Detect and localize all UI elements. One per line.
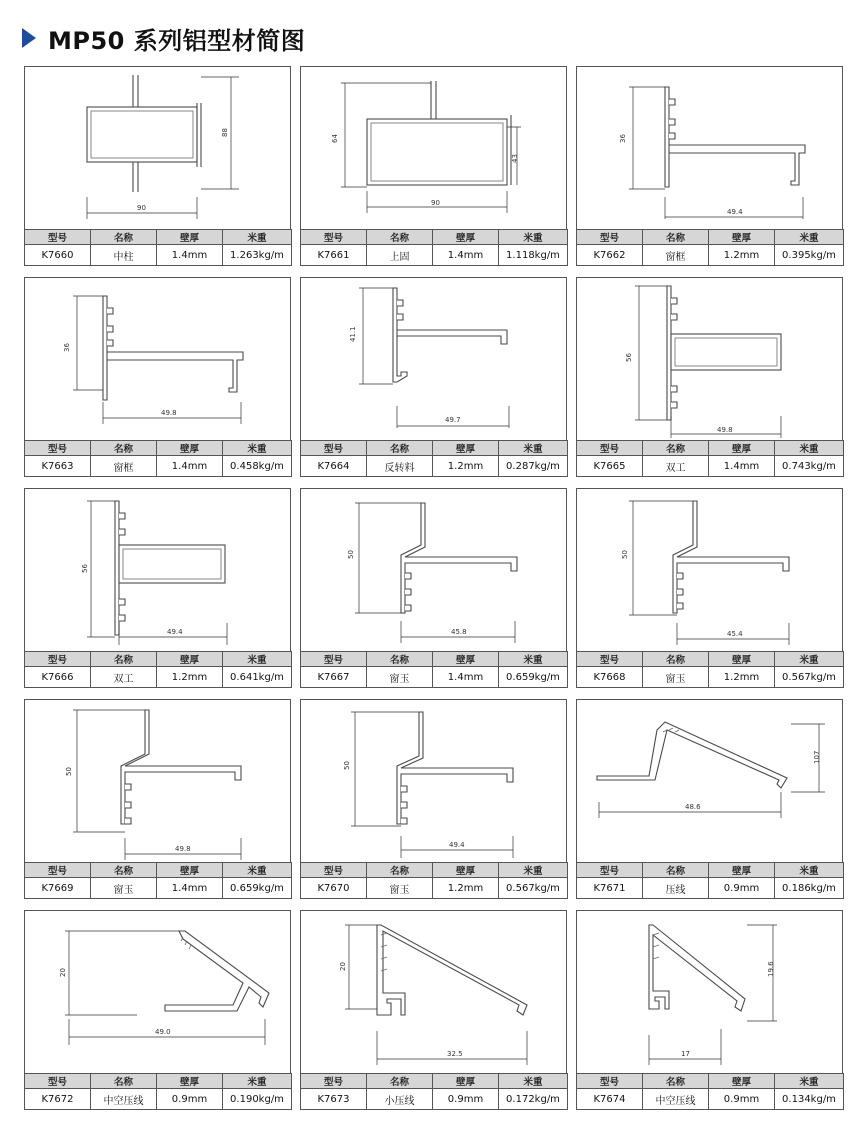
name-cell: 双工: [91, 667, 157, 688]
weight-cell: 0.134kg/m: [775, 1089, 844, 1110]
profile-card-k7671: [576, 699, 843, 900]
thickness-cell: 1.2mm: [709, 245, 775, 266]
model-cell: K7669: [25, 878, 91, 899]
profile-cross-section: [301, 700, 566, 862]
spec-table: [576, 1073, 844, 1110]
spec-header-weight: 米重: [223, 1074, 292, 1089]
spec-header-row: [577, 652, 844, 667]
spec-value-row: [577, 878, 844, 899]
model-cell: K7674: [577, 1089, 643, 1110]
spec-table: [576, 651, 844, 688]
spec-header-weight: 米重: [223, 230, 292, 245]
dimension-width: 49.4: [727, 208, 743, 216]
profile-card-k7662: [576, 66, 843, 267]
spec-table: [24, 229, 292, 266]
spec-header-model: 型号: [577, 863, 643, 878]
dimension-width: 45.4: [727, 630, 743, 638]
dimension-height: 64: [331, 134, 339, 143]
spec-header-name: 名称: [643, 863, 709, 878]
profile-card-k7673: [300, 910, 567, 1111]
spec-header-thickness: 壁厚: [157, 1074, 223, 1089]
spec-header-model: 型号: [25, 652, 91, 667]
thickness-cell: 0.9mm: [709, 1089, 775, 1110]
spec-table: [24, 1073, 292, 1110]
spec-header-name: 名称: [367, 230, 433, 245]
profile-drawing: [576, 699, 843, 863]
weight-cell: 0.186kg/m: [775, 878, 844, 899]
dimension-height: 36: [63, 343, 71, 352]
weight-cell: 0.190kg/m: [223, 1089, 292, 1110]
dimension-width: 48.6: [685, 803, 701, 811]
dimension-width: 49.4: [449, 841, 465, 849]
thickness-cell: 1.4mm: [157, 245, 223, 266]
spec-value-row: [301, 245, 568, 266]
spec-header-name: 名称: [367, 441, 433, 456]
weight-cell: 0.395kg/m: [775, 245, 844, 266]
profile-card-k7660: [24, 66, 291, 267]
weight-cell: 1.263kg/m: [223, 245, 292, 266]
spec-header-model: 型号: [25, 863, 91, 878]
profile-cross-section: [301, 278, 566, 440]
thickness-cell: 1.4mm: [157, 878, 223, 899]
spec-header-name: 名称: [643, 230, 709, 245]
profile-drawing: [24, 910, 291, 1074]
dimension-height: 50: [347, 550, 355, 559]
model-cell: K7670: [301, 878, 367, 899]
dimension-height: 50: [621, 550, 629, 559]
spec-header-weight: 米重: [775, 1074, 844, 1089]
spec-table: [300, 651, 568, 688]
dimension-width: 49.8: [175, 845, 191, 853]
spec-value-row: [301, 878, 568, 899]
spec-header-name: 名称: [643, 652, 709, 667]
profile-cross-section: [25, 489, 290, 651]
spec-header-name: 名称: [91, 863, 157, 878]
spec-header-row: [577, 230, 844, 245]
dimension-height: 56: [625, 353, 633, 362]
spec-header-model: 型号: [577, 230, 643, 245]
name-cell: 上固: [367, 245, 433, 266]
spec-header-weight: 米重: [223, 863, 292, 878]
profile-cross-section: [25, 67, 290, 229]
spec-table: [576, 440, 844, 477]
spec-header-weight: 米重: [499, 652, 568, 667]
weight-cell: 0.641kg/m: [223, 667, 292, 688]
spec-header-model: 型号: [577, 441, 643, 456]
spec-value-row: [25, 245, 292, 266]
profile-card-k7665: [576, 277, 843, 478]
thickness-cell: 1.4mm: [433, 245, 499, 266]
spec-value-row: [25, 878, 292, 899]
profile-cross-section: [301, 911, 566, 1073]
profile-card-k7663: [24, 277, 291, 478]
spec-value-row: [301, 456, 568, 477]
profile-card-k7674: [576, 910, 843, 1111]
spec-header-weight: 米重: [775, 652, 844, 667]
dimension-height: 36: [619, 134, 627, 143]
profile-drawing: [576, 488, 843, 652]
spec-value-row: [25, 1089, 292, 1110]
profile-card-k7668: [576, 488, 843, 689]
weight-cell: 0.172kg/m: [499, 1089, 568, 1110]
spec-header-name: 名称: [91, 1074, 157, 1089]
spec-value-row: [577, 1089, 844, 1110]
spec-header-row: [25, 230, 292, 245]
profile-drawing: [576, 66, 843, 230]
dimension-height: 41.1: [349, 326, 357, 342]
name-cell: 窗框: [643, 245, 709, 266]
spec-header-thickness: 壁厚: [709, 1074, 775, 1089]
spec-header-row: [25, 1074, 292, 1089]
spec-table: [300, 862, 568, 899]
spec-header-name: 名称: [643, 441, 709, 456]
thickness-cell: 0.9mm: [157, 1089, 223, 1110]
spec-header-weight: 米重: [499, 441, 568, 456]
model-cell: K7667: [301, 667, 367, 688]
spec-header-row: [301, 1074, 568, 1089]
spec-header-thickness: 壁厚: [709, 441, 775, 456]
dimension-width: 49.7: [445, 416, 461, 424]
thickness-cell: 0.9mm: [709, 878, 775, 899]
spec-header-thickness: 壁厚: [709, 230, 775, 245]
profile-cross-section: [577, 911, 842, 1073]
dimension-width: 90: [137, 204, 146, 212]
spec-header-model: 型号: [577, 652, 643, 667]
spec-table: [576, 862, 844, 899]
profile-drawing: [24, 488, 291, 652]
dimension-width: 49.8: [717, 426, 733, 434]
spec-header-row: [301, 863, 568, 878]
spec-header-model: 型号: [301, 441, 367, 456]
spec-header-weight: 米重: [223, 652, 292, 667]
thickness-cell: 1.4mm: [157, 456, 223, 477]
spec-header-model: 型号: [25, 230, 91, 245]
spec-header-model: 型号: [301, 652, 367, 667]
spec-header-model: 型号: [25, 441, 91, 456]
spec-header-name: 名称: [367, 863, 433, 878]
model-cell: K7661: [301, 245, 367, 266]
profile-cross-section: [25, 278, 290, 440]
spec-header-thickness: 壁厚: [157, 230, 223, 245]
model-cell: K7662: [577, 245, 643, 266]
spec-header-row: [25, 863, 292, 878]
profile-drawing: [24, 277, 291, 441]
profile-card-k7666: [24, 488, 291, 689]
dimension-width: 45.8: [451, 628, 467, 636]
spec-header-weight: 米重: [775, 230, 844, 245]
spec-header-row: [577, 441, 844, 456]
spec-header-thickness: 壁厚: [157, 863, 223, 878]
dimension-height: 56: [81, 564, 89, 573]
dimension-height: 20: [339, 962, 347, 971]
spec-header-thickness: 壁厚: [157, 441, 223, 456]
dimension-height: 20: [59, 968, 67, 977]
spec-value-row: [577, 245, 844, 266]
spec-header-model: 型号: [577, 1074, 643, 1089]
spec-header-row: [577, 1074, 844, 1089]
thickness-cell: 1.4mm: [709, 456, 775, 477]
spec-header-row: [25, 441, 292, 456]
model-cell: K7673: [301, 1089, 367, 1110]
spec-table: [576, 229, 844, 266]
spec-header-model: 型号: [301, 230, 367, 245]
spec-value-row: [25, 667, 292, 688]
profile-cross-section: [301, 489, 566, 651]
spec-header-model: 型号: [301, 1074, 367, 1089]
spec-value-row: [577, 456, 844, 477]
weight-cell: 0.287kg/m: [499, 456, 568, 477]
name-cell: 窗玉: [643, 667, 709, 688]
spec-header-weight: 米重: [775, 863, 844, 878]
spec-header-thickness: 壁厚: [433, 441, 499, 456]
spec-header-name: 名称: [91, 652, 157, 667]
name-cell: 窗玉: [367, 878, 433, 899]
spec-header-name: 名称: [367, 1074, 433, 1089]
weight-cell: 0.659kg/m: [223, 878, 292, 899]
thickness-cell: 1.2mm: [433, 878, 499, 899]
weight-cell: 0.567kg/m: [775, 667, 844, 688]
thickness-cell: 1.2mm: [433, 456, 499, 477]
weight-cell: 0.567kg/m: [499, 878, 568, 899]
weight-cell: 0.743kg/m: [775, 456, 844, 477]
dimension-height: 50: [343, 761, 351, 770]
spec-header-model: 型号: [301, 863, 367, 878]
model-cell: K7671: [577, 878, 643, 899]
weight-cell: 0.659kg/m: [499, 667, 568, 688]
thickness-cell: 0.9mm: [433, 1089, 499, 1110]
spec-header-model: 型号: [25, 1074, 91, 1089]
spec-header-thickness: 壁厚: [157, 652, 223, 667]
model-cell: K7666: [25, 667, 91, 688]
thickness-cell: 1.2mm: [709, 667, 775, 688]
profile-card-k7667: [300, 488, 567, 689]
name-cell: 窗玉: [91, 878, 157, 899]
profile-drawing: [24, 66, 291, 230]
page-title: MP50 系列铝型材简图: [48, 26, 306, 55]
profile-cross-section: [577, 67, 842, 229]
spec-header-weight: 米重: [499, 230, 568, 245]
model-cell: K7665: [577, 456, 643, 477]
spec-table: [24, 440, 292, 477]
spec-table: [300, 440, 568, 477]
model-cell: K7668: [577, 667, 643, 688]
weight-cell: 1.118kg/m: [499, 245, 568, 266]
name-cell: 窗玉: [367, 667, 433, 688]
profile-drawing: [300, 488, 567, 652]
name-cell: 中柱: [91, 245, 157, 266]
spec-table: [300, 1073, 568, 1110]
dimension-width: 49.4: [167, 628, 183, 636]
spec-header-weight: 米重: [499, 1074, 568, 1089]
spec-header-thickness: 壁厚: [433, 863, 499, 878]
profile-cross-section: [25, 911, 290, 1073]
spec-value-row: [301, 667, 568, 688]
name-cell: 小压线: [367, 1089, 433, 1110]
spec-header-name: 名称: [91, 230, 157, 245]
spec-header-row: [301, 652, 568, 667]
name-cell: 双工: [643, 456, 709, 477]
profile-cross-section: [25, 700, 290, 862]
spec-value-row: [301, 1089, 568, 1110]
spec-header-thickness: 壁厚: [433, 1074, 499, 1089]
spec-header-thickness: 壁厚: [433, 230, 499, 245]
dimension-width: 17: [681, 1050, 690, 1058]
name-cell: 中空压线: [91, 1089, 157, 1110]
name-cell: 中空压线: [643, 1089, 709, 1110]
model-cell: K7663: [25, 456, 91, 477]
dimension-height: 88: [221, 128, 229, 137]
profile-card-k7672: [24, 910, 291, 1111]
profile-cross-section: [577, 489, 842, 651]
profile-cross-section: [577, 700, 842, 862]
dimension-height: 50: [65, 767, 73, 776]
thickness-cell: 1.4mm: [433, 667, 499, 688]
profile-drawing: [24, 699, 291, 863]
page-header: [22, 18, 305, 58]
model-cell: K7672: [25, 1089, 91, 1110]
spec-header-thickness: 壁厚: [709, 863, 775, 878]
dimension-width: 90: [431, 199, 440, 207]
spec-header-row: [301, 230, 568, 245]
spec-table: [300, 229, 568, 266]
profile-drawing: [576, 910, 843, 1074]
profile-cross-section: [301, 67, 566, 229]
model-cell: K7664: [301, 456, 367, 477]
profile-card-k7661: [300, 66, 567, 267]
spec-header-name: 名称: [367, 652, 433, 667]
weight-cell: 0.458kg/m: [223, 456, 292, 477]
profile-drawing: [300, 910, 567, 1074]
spec-header-name: 名称: [91, 441, 157, 456]
dimension-width: 49.0: [155, 1028, 171, 1036]
name-cell: 压线: [643, 878, 709, 899]
spec-value-row: [25, 456, 292, 477]
model-cell: K7660: [25, 245, 91, 266]
profile-cross-section: [577, 278, 842, 440]
dimension-height: 43: [511, 154, 519, 163]
profile-drawing: [576, 277, 843, 441]
dimension-width: 32.5: [447, 1050, 463, 1058]
profile-card-k7664: [300, 277, 567, 478]
name-cell: 反转料: [367, 456, 433, 477]
spec-header-thickness: 壁厚: [433, 652, 499, 667]
spec-header-row: [25, 652, 292, 667]
profile-drawing: [300, 66, 567, 230]
spec-header-weight: 米重: [223, 441, 292, 456]
dimension-width: 49.8: [161, 409, 177, 417]
spec-header-thickness: 壁厚: [709, 652, 775, 667]
profile-card-k7670: [300, 699, 567, 900]
name-cell: 窗框: [91, 456, 157, 477]
profile-drawing: [300, 699, 567, 863]
triangle-bullet-icon: [22, 28, 36, 48]
spec-table: [24, 651, 292, 688]
spec-header-row: [301, 441, 568, 456]
dimension-height: 107: [813, 750, 821, 764]
spec-header-weight: 米重: [775, 441, 844, 456]
dimension-height: 19.6: [767, 961, 775, 977]
spec-header-row: [577, 863, 844, 878]
spec-header-name: 名称: [643, 1074, 709, 1089]
spec-header-weight: 米重: [499, 863, 568, 878]
spec-value-row: [577, 667, 844, 688]
thickness-cell: 1.2mm: [157, 667, 223, 688]
spec-table: [24, 862, 292, 899]
profile-drawing: [300, 277, 567, 441]
profile-card-k7669: [24, 699, 291, 900]
